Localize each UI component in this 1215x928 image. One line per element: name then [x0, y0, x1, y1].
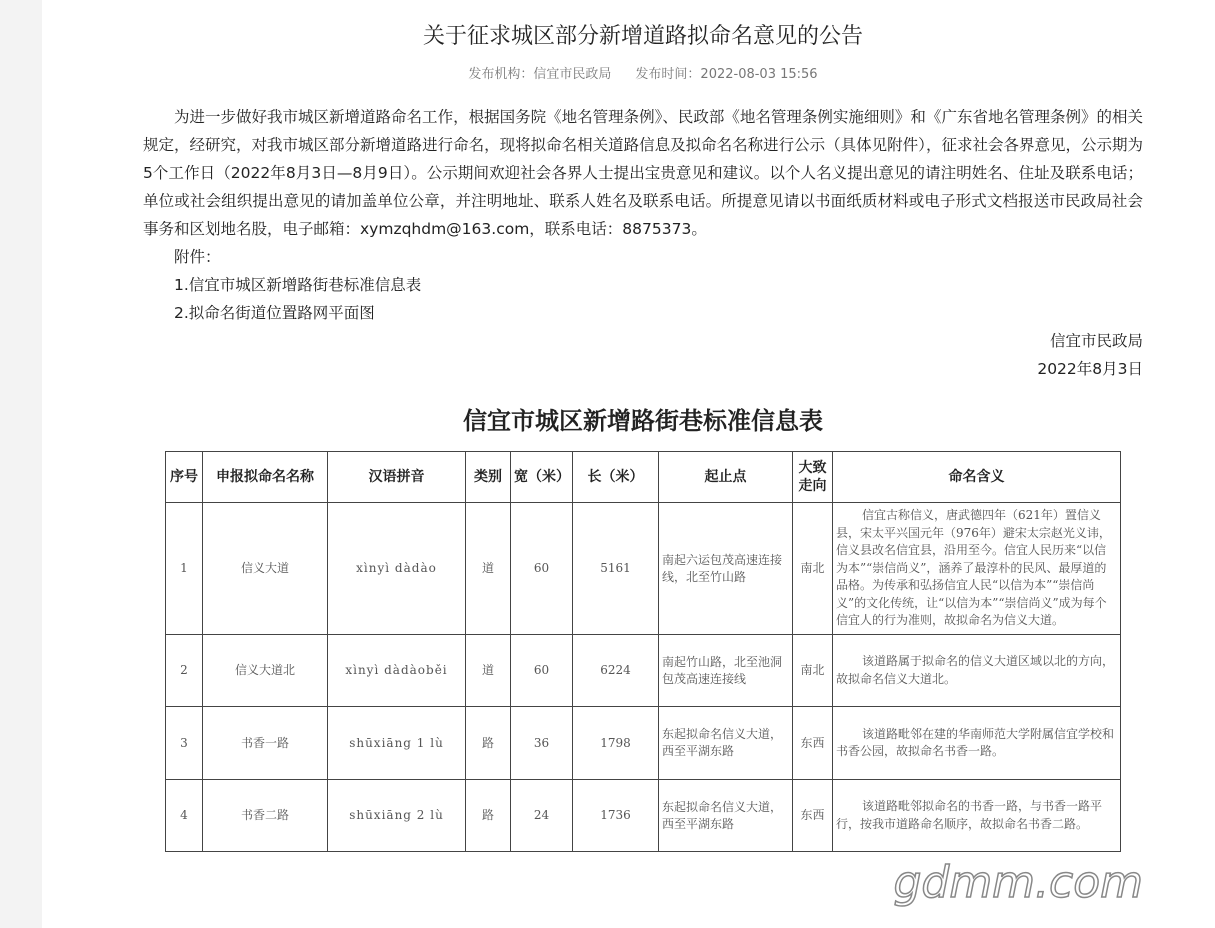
column-header: 申报拟命名名称 — [203, 452, 328, 503]
table-cell: 信宜古称信义，唐武德四年（621年）置信义县，宋太平兴国元年（976年）避宋太宗赵光义讳，信义县改名信宜县，沿用至今。信宜人民历来“以信为本”“崇信尚义”，涵养了最淳朴的民风、最厚道的品格。为传承和弘扬信宜人民“以信为本”“崇信尚义”的文化传统，让“以信为本”“崇信尚义”成为每个信宜人的行为准则，故拟命名为信义大道。 — [833, 503, 1121, 635]
table-cell: 南起六运包茂高速连接线，北至竹山路 — [659, 503, 793, 635]
body-paragraph: 为进一步做好我市城区新增道路命名工作，根据国务院《地名管理条例》、民政部《地名管理条例实施细则》和《广东省地名管理条例》的相关规定，经研究，对我市城区部分新增道路进行命名，现将拟命名相关道路信息及拟命名名称进行公示（具体见附件），征求社会各界意见，公示期为5个工作日（2022年8月3日—8月9日）。公示期间欢迎社会各界人士提出宝贵意见和建议。以个人名义提出意见的请注明姓名、住址及联系电话；单位或社会组织提出意见的请加盖单位公章，并注明地址、联系人姓名及联系电话。所提意见请以书面纸质材料或电子形式文档报送市民政局社会事务和区划地名股，电子邮箱：xymzqhdm@163.com，联系电话：8875373。 — [143, 108, 1143, 238]
table-cell: 书香一路 — [203, 707, 328, 780]
column-header: 命名含义 — [833, 452, 1121, 503]
column-header: 序号 — [166, 452, 203, 503]
left-margin — [0, 0, 42, 928]
column-header: 起止点 — [659, 452, 793, 503]
table-cell: 信义大道 — [203, 503, 328, 635]
table-cell: 1 — [166, 503, 203, 635]
column-header: 类别 — [466, 452, 511, 503]
column-header: 汉语拼音 — [328, 452, 466, 503]
table-cell: 1736 — [573, 780, 659, 852]
article-meta — [143, 65, 1143, 85]
table-cell: 4 — [166, 780, 203, 852]
table-cell: 东西 — [793, 707, 833, 780]
header-row — [166, 452, 1121, 503]
table-row — [166, 780, 1121, 852]
table-cell: 路 — [466, 780, 511, 852]
publish-time: 发布时间：2022-08-03 15:56 — [635, 67, 818, 82]
table-cell: xìnyì dàdào — [328, 503, 466, 635]
article-column — [143, 0, 1143, 928]
table-cell: 3 — [166, 707, 203, 780]
table-cell: shūxiāng 1 lù — [328, 707, 466, 780]
road-info-table — [165, 451, 1121, 852]
table-row — [166, 503, 1121, 635]
table-cell: 6224 — [573, 635, 659, 707]
table-cell: 东西 — [793, 780, 833, 852]
table-cell: 36 — [511, 707, 573, 780]
table-cell: 1798 — [573, 707, 659, 780]
table-cell: 南北 — [793, 635, 833, 707]
column-header: 长（米） — [573, 452, 659, 503]
table-cell: 60 — [511, 503, 573, 635]
table-cell: 该道路毗邻拟命名的书香一路，与书香一路平行，按我市道路命名顺序，故拟命名书香二路。 — [833, 780, 1121, 852]
table-cell: 该道路毗邻在建的华南师范大学附属信宜学校和书香公园，故拟命名书香一路。 — [833, 707, 1121, 780]
table-cell: 东起拟命名信义大道，西至平湖东路 — [659, 780, 793, 852]
table-row — [166, 635, 1121, 707]
attachment-link[interactable]: 2.拟命名街道位置路网平面图 — [174, 304, 375, 322]
attachment-link[interactable]: 1.信宜市城区新增路街巷标准信息表 — [174, 276, 422, 294]
table-cell: 东起拟命名信义大道，西至平湖东路 — [659, 707, 793, 780]
signature: 信宜市民政局 — [1049, 332, 1143, 350]
column-header: 宽（米） — [511, 452, 573, 503]
table-cell: 60 — [511, 635, 573, 707]
table-cell: 书香二路 — [203, 780, 328, 852]
publisher: 发布机构：信宜市民政局 — [468, 67, 612, 82]
attachment-label: 附件： — [174, 248, 221, 266]
table-title: 信宜市城区新增路街巷标准信息表 — [463, 406, 823, 435]
table-cell: shūxiāng 2 lù — [328, 780, 466, 852]
table-cell: 南北 — [793, 503, 833, 635]
table-row — [166, 707, 1121, 780]
table-cell: 道 — [466, 635, 511, 707]
table-cell: 路 — [466, 707, 511, 780]
watermark: gdmm.com — [893, 857, 1143, 908]
table-cell: 5161 — [573, 503, 659, 635]
table-cell: xìnyì dàdàoběi — [328, 635, 466, 707]
page-title: 关于征求城区部分新增道路拟命名意见的公告 — [422, 24, 863, 49]
sign-date: 2022年8月3日 — [1037, 360, 1143, 378]
table-cell: 南起竹山路，北至池洞包茂高速连接线 — [659, 635, 793, 707]
column-header: 大致走向 — [793, 452, 833, 503]
table-cell: 信义大道北 — [203, 635, 328, 707]
table-cell: 道 — [466, 503, 511, 635]
table-cell: 该道路属于拟命名的信义大道区域以北的方向，故拟命名信义大道北。 — [833, 635, 1121, 707]
article-body — [143, 103, 1143, 383]
table-cell: 2 — [166, 635, 203, 707]
table-cell: 24 — [511, 780, 573, 852]
